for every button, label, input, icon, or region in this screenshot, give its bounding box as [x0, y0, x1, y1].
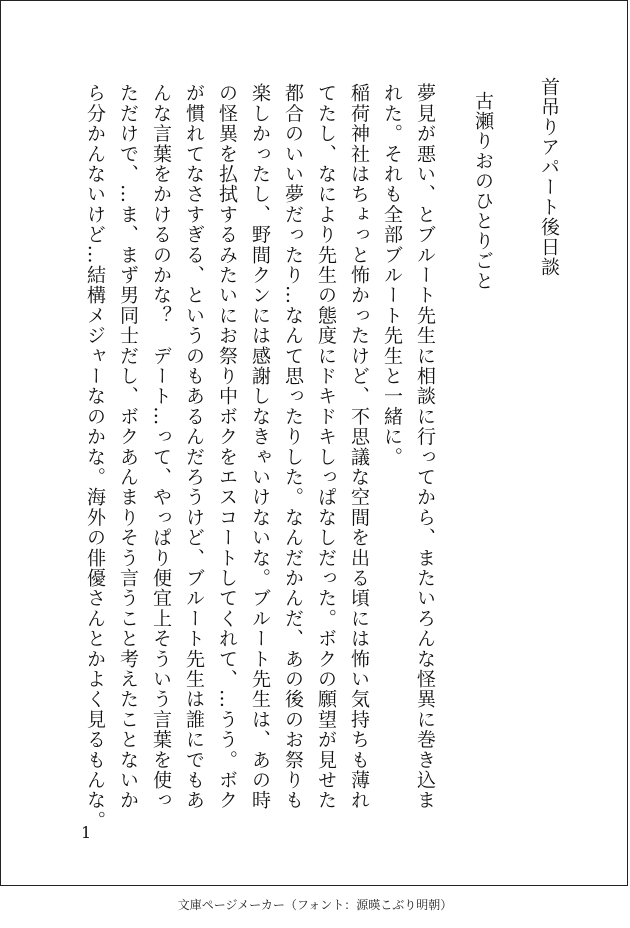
body-column: ただけで、…ま、まず男同士だし、ボクあんまりそう言うこと考えたことないか: [117, 83, 139, 811]
author-line: 古瀬りおのひとりごと: [472, 91, 494, 291]
body-column: 楽しかったし、野間クンには感謝しなきゃいけないな。ブルート先生は、あの時: [249, 83, 271, 811]
body-column: てたし、なにより先生の態度にドキドキしっぱなしだった。ボクの願望が見せた: [315, 83, 337, 811]
body-column: 夢見が悪い、とブルート先生に相談に行ってから、またいろんな怪異に巻き込ま: [414, 83, 436, 811]
story-title: 首吊りアパート後日談: [538, 77, 560, 277]
body-text: [78, 83, 441, 831]
body-column: 都合のいい夢だったり…なんて思ったりした。なんだかんだ、あの後のお祭りも: [282, 83, 304, 811]
body-column: ら分かんないけど…結構メジャーなのかな。海外の俳優さんとかよく見るもんな。: [84, 83, 106, 831]
body-column: んな言葉をかけるのかな？ デート…って、やっぱり便宜上そういう言葉を使っ: [150, 83, 172, 811]
body-column: の怪異を払拭するみたいにお祭り中ボクをエスコートしてくれて、…うう。ボク: [216, 83, 238, 811]
footer-credit: 文庫ページメーカー（フォント：源暎こぶり明朝）: [177, 898, 453, 912]
body-column: 稲荷神社はちょっと怖かったけど、不思議な空間を出る頃には怖い気持ちも薄れ: [348, 83, 370, 811]
body-column: が慣れてなさすぎる、というのもあるんだろうけど、ブルート先生は誰にでもあ: [183, 83, 205, 811]
body-column: れた。それも全部ブルート先生と一緒に。: [381, 83, 403, 467]
page-number: 1: [81, 823, 92, 842]
